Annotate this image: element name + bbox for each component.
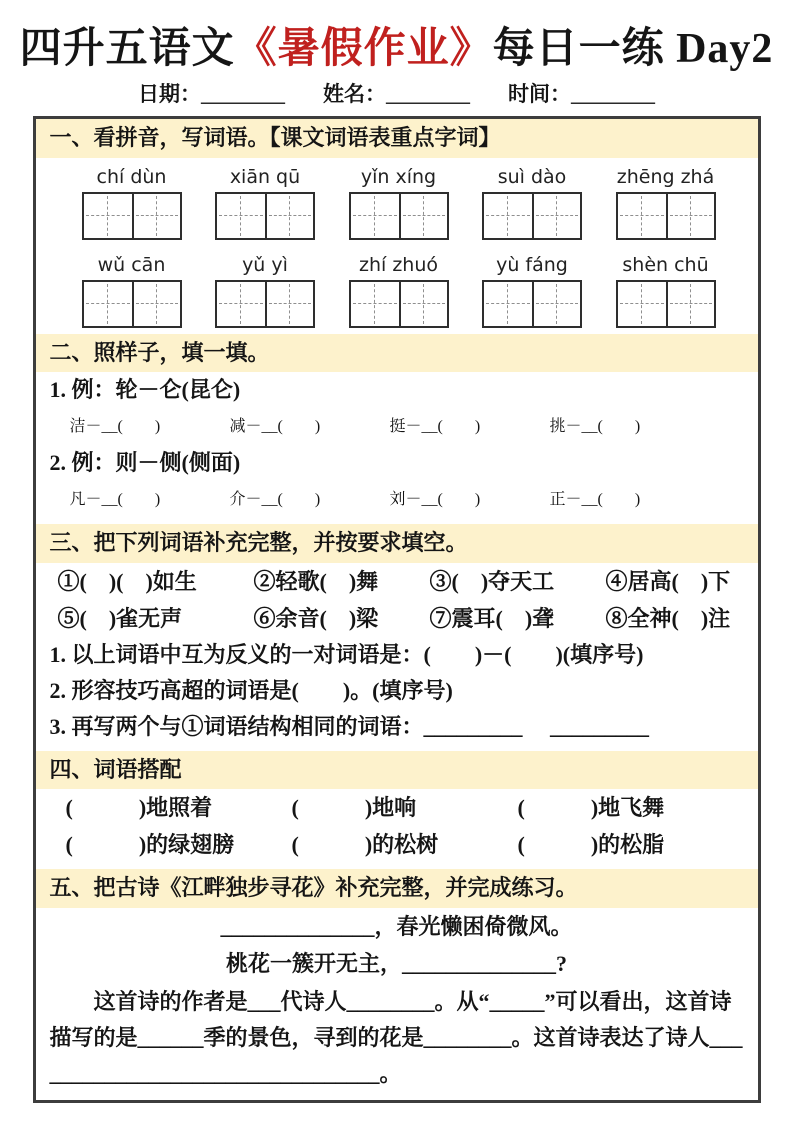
section-2-heading: 二、照样子，填一填。 <box>36 334 758 373</box>
info-line <box>0 78 793 108</box>
pinyin-word-column <box>333 162 465 240</box>
writing-grid <box>616 280 716 328</box>
name-field <box>323 78 470 108</box>
pinyin-label: zhí zhuó <box>358 253 438 276</box>
grid-cell <box>265 194 313 238</box>
grid-cell <box>265 282 313 326</box>
title-highlight: 《暑假作业》 <box>234 26 493 72</box>
writing-grid <box>349 192 449 240</box>
pinyin-word-column <box>199 250 331 328</box>
date-label: 日期： <box>138 82 201 107</box>
grid-cell <box>132 194 180 238</box>
grid-cell <box>618 282 666 326</box>
idiom-row-1 <box>36 563 758 600</box>
grid-cell <box>399 194 447 238</box>
title-prefix: 四升五语文 <box>19 26 235 72</box>
date-field <box>138 78 285 108</box>
time-field <box>508 78 655 108</box>
pinyin-word-column <box>600 250 732 328</box>
analysis-paragraph: 这首诗的作者是___代诗人________。从“_____”可以看出，这首诗描写的是______季的景色，寻到的花是________。这首诗表达了诗人_________________________________。 <box>49 988 743 1086</box>
idiom-row-2 <box>36 600 758 637</box>
match-item: ( )的绿翅膀 <box>65 832 235 858</box>
pinyin-label: yù fáng <box>496 253 568 276</box>
grid-cell <box>484 282 532 326</box>
section-1-heading: 一、看拼音，写词语。【课文词语表重点字词】 <box>36 119 758 158</box>
grid-cell <box>618 194 666 238</box>
match-item: ( )地飞舞 <box>517 795 665 821</box>
pinyin-word-column <box>66 250 198 328</box>
pinyin-row-2 <box>36 246 758 334</box>
idiom-item: ⑤( )雀无声 <box>57 605 183 631</box>
blank-row-1 <box>36 408 758 445</box>
pinyin-label: yǔ yì <box>242 253 288 276</box>
question-1: 1. 以上词语中互为反义的一对词语是：( )－( )(填序号) <box>49 641 644 667</box>
fill-blank: 减－__( ) <box>229 418 321 436</box>
pinyin-label: shèn chū <box>622 253 709 276</box>
pinyin-word-column <box>600 162 732 240</box>
match-row-1 <box>36 789 758 826</box>
idiom-item: ⑥余音( )梁 <box>253 605 379 631</box>
pinyin-word-column <box>466 162 598 240</box>
name-label: 姓名： <box>323 82 386 107</box>
fill-blank: 凡－__( ) <box>69 491 161 509</box>
grid-cell <box>217 282 265 326</box>
grid-cell <box>217 194 265 238</box>
pinyin-label: chí dùn <box>96 165 167 188</box>
name-blank: ________ <box>386 82 470 107</box>
match-item: ( )地响 <box>291 795 417 821</box>
pinyin-word-column <box>199 162 331 240</box>
idiom-item: ③( )夺天工 <box>429 568 555 594</box>
idiom-item: ⑧全神( )注 <box>605 605 731 631</box>
example-1: 1. 例：轮－仑(昆仑) <box>49 377 241 403</box>
section-5-heading: 五、把古诗《江畔独步寻花》补充完整，并完成练习。 <box>36 869 758 908</box>
grid-cell <box>666 194 714 238</box>
poem-line-1: ______________，春光懒困倚微风。 <box>220 913 573 939</box>
grid-cell <box>84 194 132 238</box>
pinyin-label: suì dào <box>497 165 567 188</box>
match-item: ( )的松树 <box>291 832 439 858</box>
grid-cell <box>399 282 447 326</box>
writing-grid <box>482 192 582 240</box>
time-label: 时间： <box>508 82 571 107</box>
idiom-item: ④居高( )下 <box>605 568 731 594</box>
section-3-heading: 三、把下列词语补充完整，并按要求填空。 <box>36 524 758 563</box>
fill-blank: 挑－__( ) <box>549 418 641 436</box>
pinyin-label: zhēng zhá <box>616 165 715 188</box>
match-item: ( )地照着 <box>65 795 213 821</box>
example-2: 2. 例：则－侧(侧面) <box>49 450 241 476</box>
writing-grid <box>349 280 449 328</box>
idiom-item: ②轻歌( )舞 <box>253 568 379 594</box>
fill-blank: 挺－__( ) <box>389 418 481 436</box>
pinyin-word-column <box>66 162 198 240</box>
fill-blank: 洁－__( ) <box>69 418 161 436</box>
time-blank: ________ <box>571 82 655 107</box>
question-2: 2. 形容技巧高超的词语是( )。(填序号) <box>49 677 453 703</box>
title-suffix: 每日一练 Day2 <box>492 26 774 72</box>
worksheet-body <box>33 116 761 1103</box>
pinyin-label: xiān qū <box>229 165 301 188</box>
writing-grid <box>82 280 182 328</box>
grid-cell <box>132 282 180 326</box>
question-3: 3. 再写两个与①词语结构相同的词语：_________ _________ <box>49 713 650 739</box>
pinyin-label: yǐn xíng <box>360 165 437 188</box>
match-row-2 <box>36 826 758 869</box>
writing-grid <box>82 192 182 240</box>
fill-blank: 介－__( ) <box>229 491 321 509</box>
section-4-heading: 四、词语搭配 <box>36 751 758 790</box>
writing-grid <box>215 192 315 240</box>
fill-blank: 正－__( ) <box>549 491 641 509</box>
pinyin-row-1 <box>36 158 758 246</box>
pinyin-word-column <box>333 250 465 328</box>
writing-grid <box>482 280 582 328</box>
grid-cell <box>351 194 399 238</box>
blank-row-2 <box>36 481 758 524</box>
grid-cell <box>532 194 580 238</box>
grid-cell <box>351 282 399 326</box>
grid-cell <box>532 282 580 326</box>
fill-blank: 刘－__( ) <box>389 491 481 509</box>
writing-grid <box>616 192 716 240</box>
match-item: ( )的松脂 <box>517 832 665 858</box>
poem-line-2: 桃花一簇开无主，______________? <box>225 950 567 976</box>
pinyin-word-column <box>466 250 598 328</box>
writing-grid <box>215 280 315 328</box>
idiom-item: ⑦震耳( )聋 <box>429 605 555 631</box>
grid-cell <box>84 282 132 326</box>
date-blank: ________ <box>201 82 285 107</box>
idiom-item: ①( )( )如生 <box>57 568 197 594</box>
pinyin-label: wǔ cān <box>97 253 166 276</box>
page-title <box>0 26 793 72</box>
grid-cell <box>484 194 532 238</box>
grid-cell <box>666 282 714 326</box>
